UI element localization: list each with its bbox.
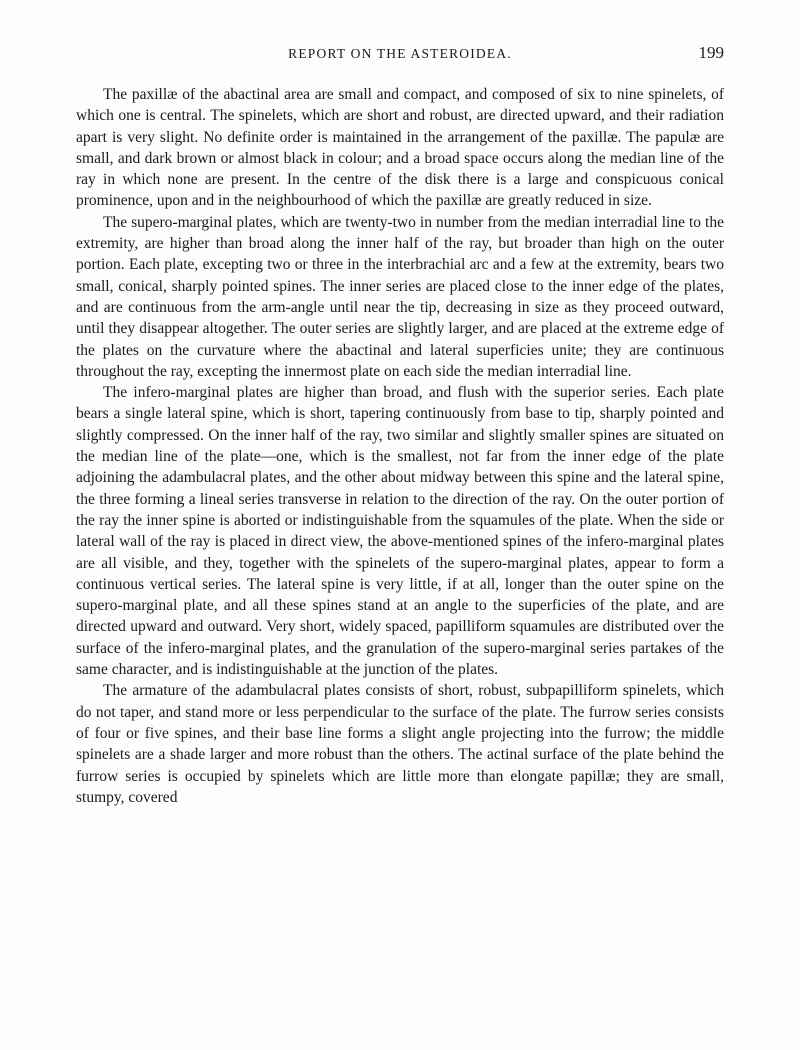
paragraph-adambulacral: The armature of the adambulacral plates consists of short, robust, subpapilliform spinelets, which do not taper, and stand more or less perpendicular to the surface of the plate. The furrow series consists of four or five spines, and their base line forms a slight angle projecting into the furrow; the middle spinelets are a shade larger and more robust than the others. The actinal surface of the plate behind the furrow series is occupied by spinelets which are little more than elongate papillæ; they are small, stumpy, covered [76,682,724,806]
running-head [76,43,724,66]
paragraph-supero-marginal: The supero-marginal plates, which are twenty-two in number from the median interradial line to the extremity, are higher than broad along the inner half of the ray, but broader than high on the outer portion. Each plate, excepting two or three in the interbrachial arc and a few at the extremity, bears two small, conical, sharply pointed spines. The inner series are placed close to the inner edge of the plates, and are continuous from the arm-angle until near the tip, decreasing in size as they proceed outward, until they disappear altogether. The outer series are slightly larger, and are placed at the extreme edge of the plates on the curvature where the abactinal and lateral superficies unite; they are continuous throughout the ray, excepting the innermost plate on each side the median interradial line. [76,213,724,380]
paragraph-infero-marginal: The infero-marginal plates are higher than broad, and flush with the superior series. Each plate bears a single lateral spine, which is short, tapering continuously from base to tip, sharply pointed and slightly compressed. On the inner half of the ray, two similar and slightly smaller spines are situated on the median line of the plate—one, which is the smallest, not far from the inner edge of the plate adjoining the adambulacral plates, and the other about midway between this spine and the lateral spine, the three forming a lineal series transverse in relation to the direction of the ray. On the outer portion of the ray the inner spine is aborted or indistinguishable from the squamules of the plate. When the side or lateral wall of the ray is placed in direct view, the above-mentioned spines of the infero-marginal plates are all visible, and they, together with the spinelets of the supero-marginal plates, appear to form a continuous vertical series. The lateral spine is very little, if at all, longer than the outer spine on the supero-marginal plate, and all these spines stand at an angle to the superficies of the plate, and are directed upward and outward. Very short, widely spaced, papilliform squamules are distributed over the surface of the infero-marginal plates, and the granulation of the supero-marginal series partakes of the same character, and is indistinguishable at the junction of the plates. [76,384,724,679]
page-number: 199 [698,43,724,62]
body-text [76,84,724,808]
paragraph-paxillae: The paxillæ of the abactinal area are small and compact, and composed of six to nine spinelets, of which one is central. The spinelets, which are short and robust, are directed upward, and their radiation apart is very slight. No definite order is maintained in the arrangement of the paxillæ. The papulæ are small, and dark brown or almost black in colour; and a broad space occurs along the median line of the ray in which none are present. In the centre of the disk there is a large and conspicuous conical prominence, upon and in the neighbourhood of which the paxillæ are greatly reduced in size. [76,86,724,210]
running-title: REPORT ON THE ASTEROIDEA. [288,46,512,61]
